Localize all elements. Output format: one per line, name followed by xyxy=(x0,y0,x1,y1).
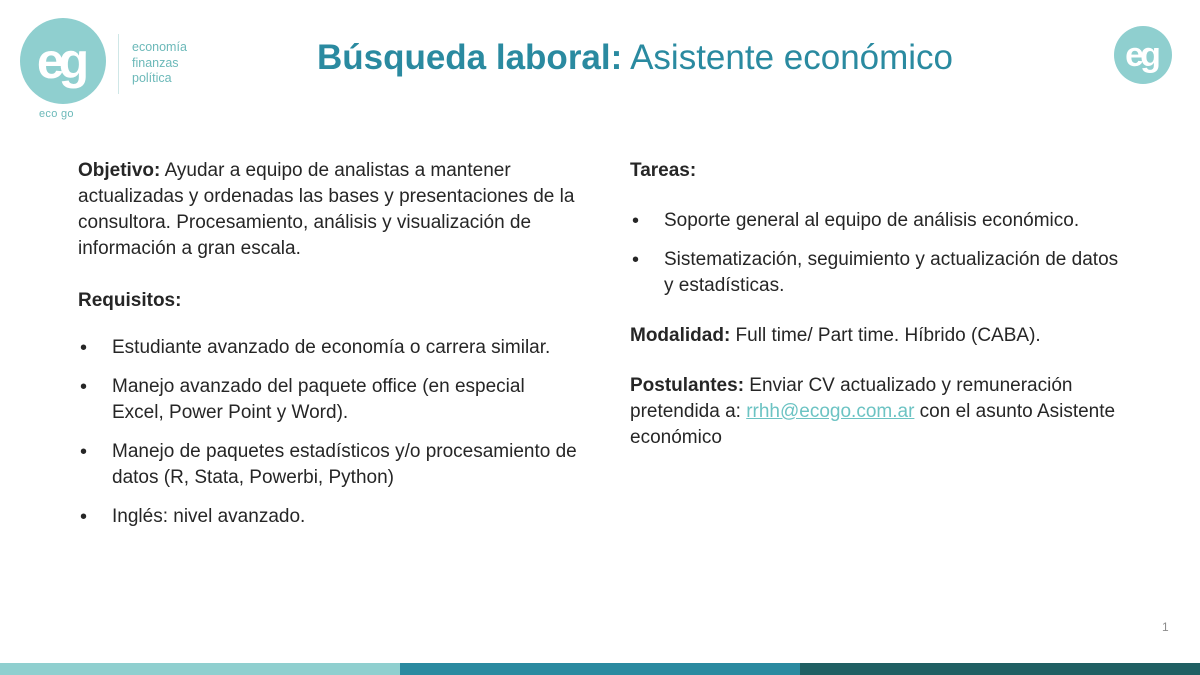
logo-mark: eg xyxy=(20,18,106,104)
footer-bar-segment xyxy=(400,663,800,675)
postulantes-text-end: con el asunto Asistente económico xyxy=(630,401,1116,448)
list-item: • Manejo de paquetes estadísticos y/o procesamiento de datos (R, Stata, Powerbi, Python) xyxy=(78,439,578,491)
logo-word: finanzas xyxy=(132,55,179,70)
list-item: • Sistematización, seguimiento y actualización de datos y estadísticas. xyxy=(630,247,1130,299)
modalidad-paragraph xyxy=(630,323,1130,349)
list-item: • Inglés: nivel avanzado. xyxy=(78,504,578,530)
logo-brand-subtitle: eco go xyxy=(39,108,74,120)
page-number: 1 xyxy=(1162,620,1169,634)
objetivo-paragraph xyxy=(78,158,578,262)
footer-bar-segment xyxy=(0,663,400,675)
left-column xyxy=(78,158,578,543)
logo-word: política xyxy=(132,71,172,85)
footer-bar-segment xyxy=(800,663,1200,675)
email-link[interactable]: rrhh@ecogo.com.ar xyxy=(746,401,915,422)
postulantes-text: Enviar CV actualizado y remuneración pretendida a: xyxy=(630,375,1073,422)
requisitos-list xyxy=(78,335,578,530)
list-item: • Manejo avanzado del paquete office (en especial Excel, Power Point y Word). xyxy=(78,374,578,426)
list-item: • Estudiante avanzado de economía o carrera similar. xyxy=(78,335,578,361)
requisitos-heading: Requisitos: xyxy=(78,290,182,311)
objetivo-text: Ayudar a equipo de analistas a mantener actualizadas y ordenadas las bases y presentaciones de la consultora. Procesamiento, análisis y visualización de información a gran escala. xyxy=(78,160,575,259)
postulantes-label: Postulantes: xyxy=(630,375,745,396)
title-rest: Asistente económico xyxy=(622,38,954,77)
logo-word: economía xyxy=(132,40,187,54)
slide-title xyxy=(0,38,1200,78)
tareas-heading: Tareas: xyxy=(630,160,697,181)
modalidad-label: Modalidad: xyxy=(630,325,731,346)
list-item: • Soporte general al equipo de análisis económico. xyxy=(630,208,1130,234)
title-bold: Búsqueda laboral: xyxy=(316,38,623,77)
logo-mark-small: eg xyxy=(1114,26,1172,84)
objetivo-label: Objetivo: xyxy=(78,160,161,181)
right-column xyxy=(630,158,1130,451)
postulantes-paragraph xyxy=(630,373,1130,451)
modalidad-text: Full time/ Part time. Híbrido (CABA). xyxy=(730,325,1041,346)
tareas-list xyxy=(630,208,1130,299)
